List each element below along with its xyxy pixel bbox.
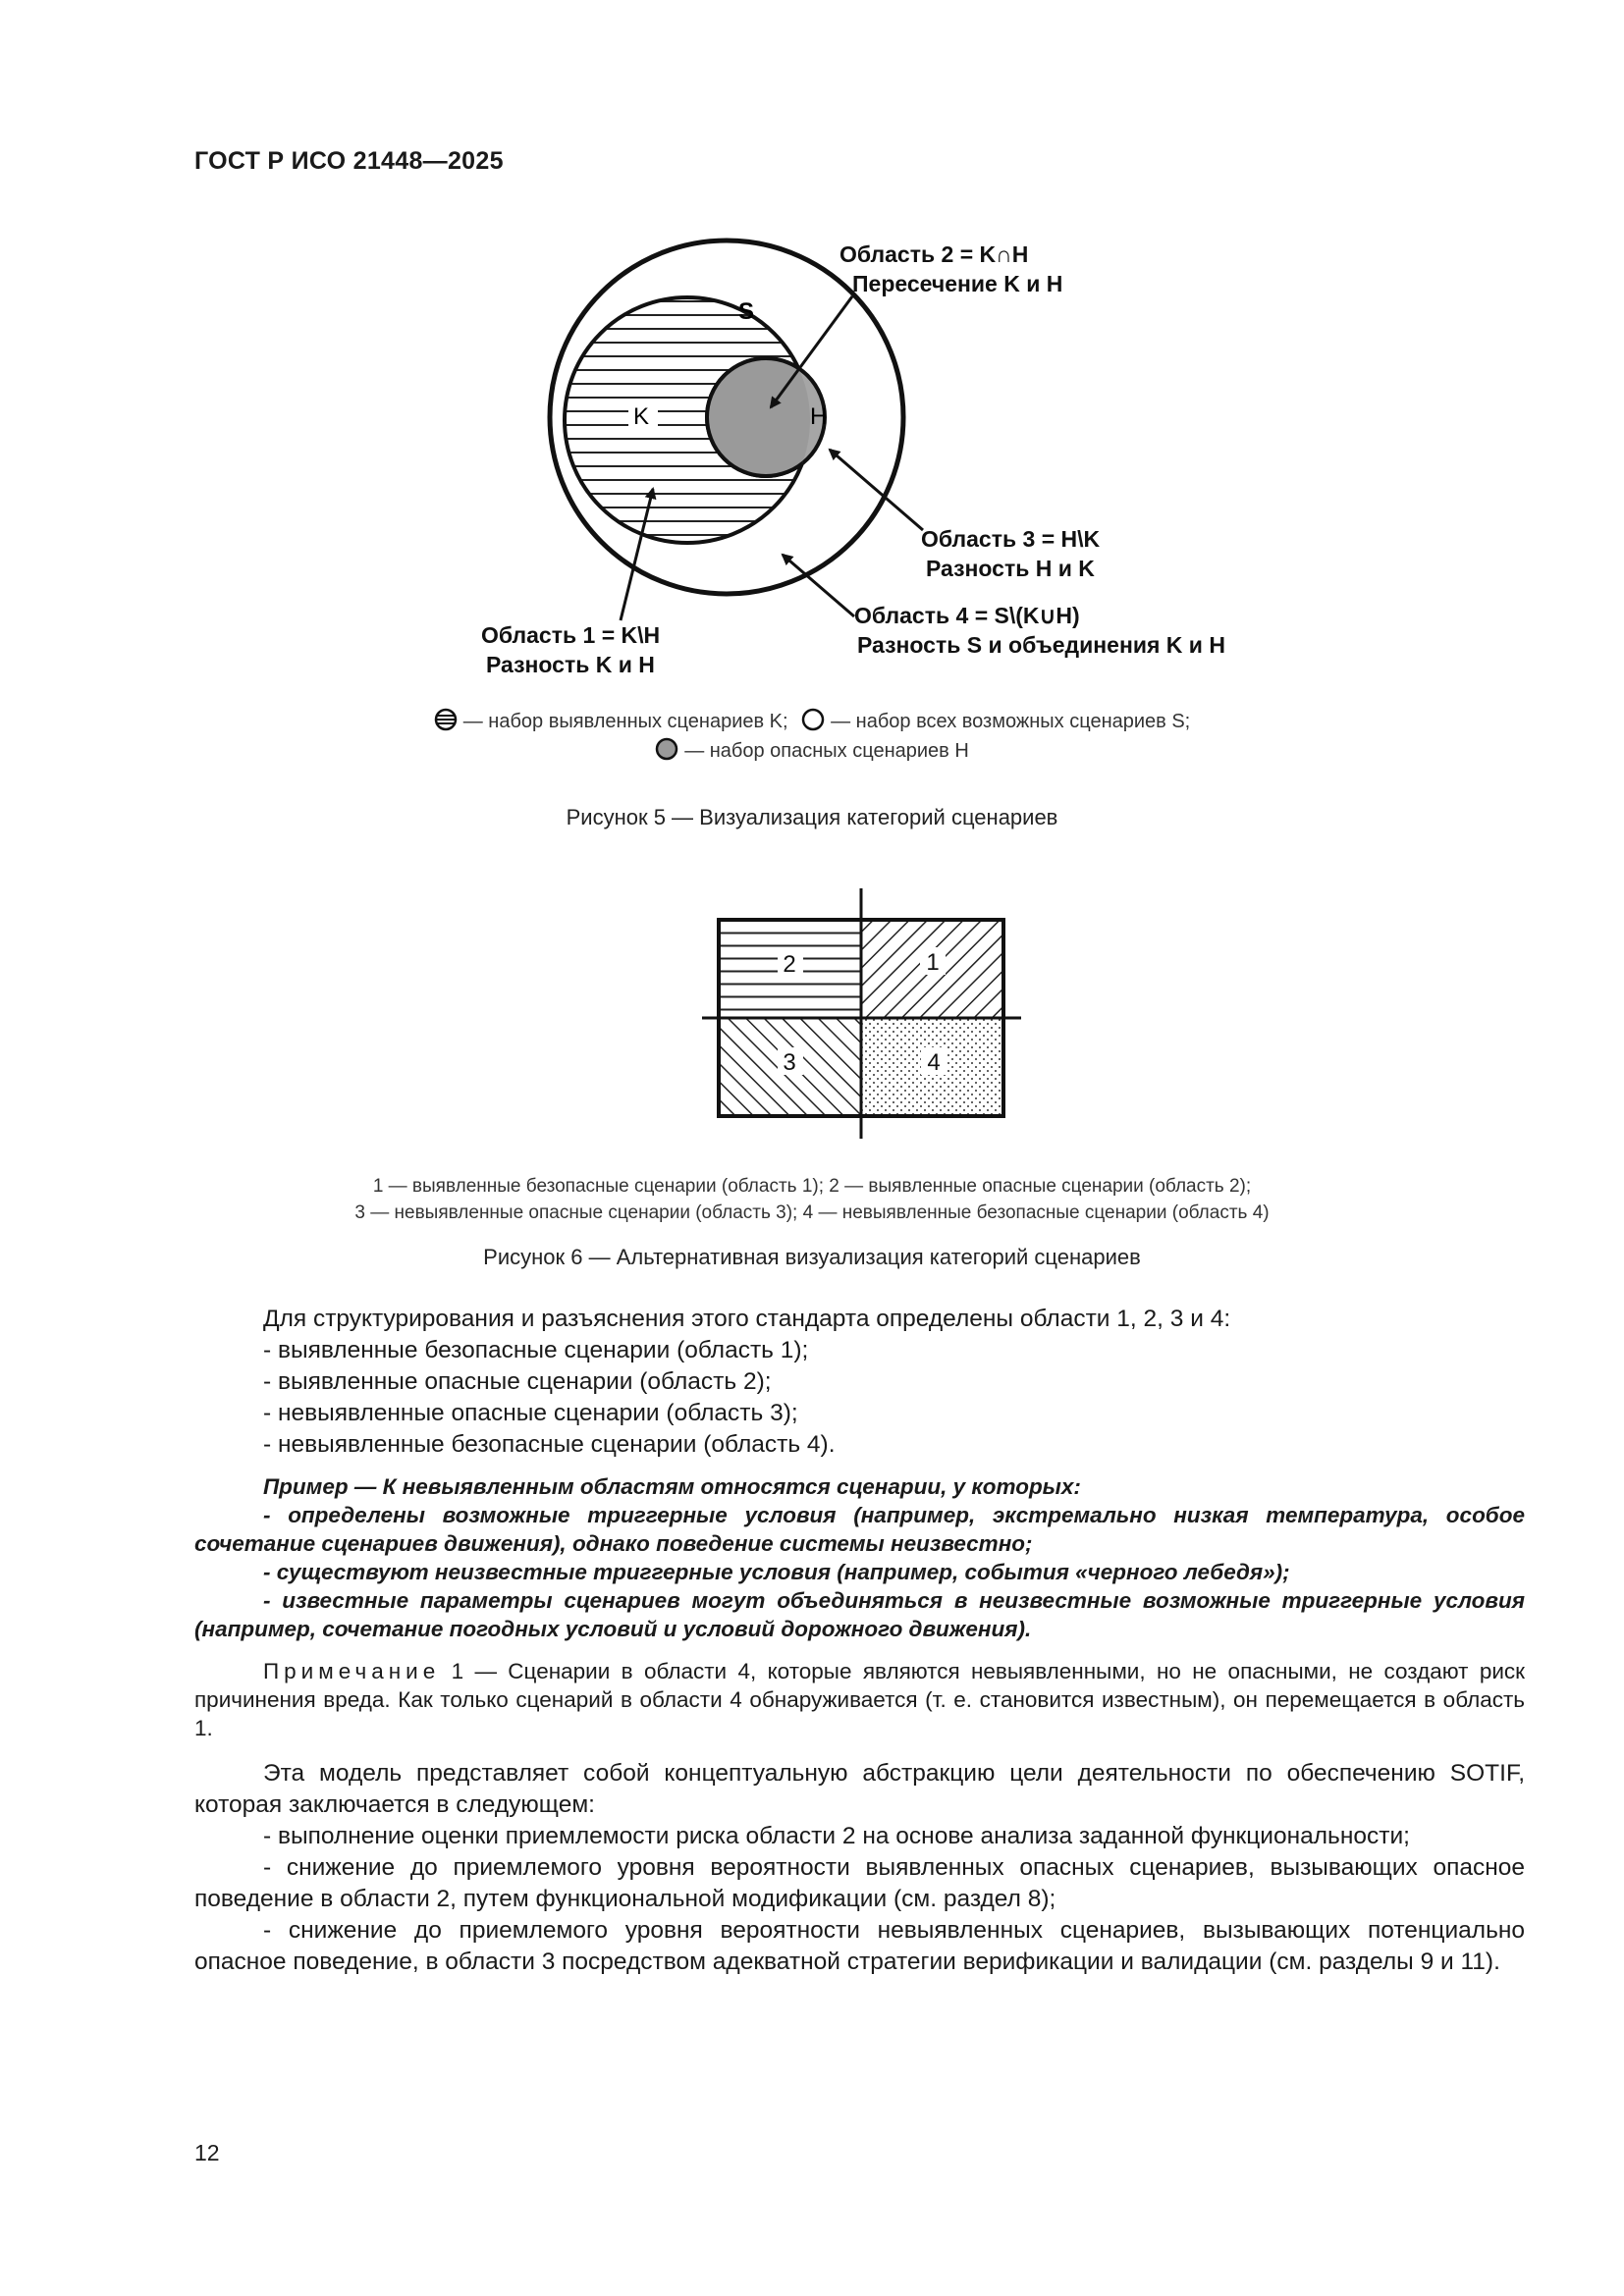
- empty-circle-icon: [801, 708, 825, 731]
- areas-list-item: - выявленные опасные сценарии (область 2);: [263, 1368, 772, 1395]
- body-text: [194, 1304, 1525, 1978]
- figure-5-venn-diagram: [432, 226, 1296, 687]
- quadrant-1-label: 1: [926, 949, 940, 976]
- model-item: - снижение до приемлемого уровня вероятности невыявленных сценариев, вызывающих потенциально опасное поведение, в области 3 посредством адекватной стратегии верификации и валидации (см. разделы 9 и 11).: [194, 1917, 1525, 1975]
- document-header: ГОСТ Р ИСО 21448—2025: [194, 147, 504, 175]
- note-block: [194, 1657, 1525, 1742]
- area4-desc: Разность S и объединения K и H: [857, 632, 1225, 658]
- quadrant-3-label: 3: [783, 1049, 796, 1076]
- quadrant-4-label: 4: [927, 1049, 941, 1076]
- model-item: - выполнение оценки приемлемости риска области 2 на основе анализа заданной функциональности;: [263, 1823, 1410, 1849]
- label-k: K: [633, 403, 650, 430]
- figure-5-legend: [0, 707, 1624, 766]
- areas-list-item: - невыявленные безопасные сценарии (область 4).: [263, 1431, 836, 1458]
- areas-list-item: - выявленные безопасные сценарии (область 1);: [263, 1337, 809, 1363]
- figure-6-caption: Рисунок 6 — Альтернативная визуализация категорий сценариев: [483, 1245, 1141, 1269]
- example-title: Пример — К невыявленным областям относятся сценарии, у которых:: [263, 1474, 1081, 1499]
- figure-6-legend-line-2: 3 — невыявленные опасные сценарии (область 3); 4 — невыявленные безопасные сценарии (область 4): [354, 1202, 1270, 1223]
- figure-6-legend-line-1: 1 — выявленные безопасные сценарии (область 1); 2 — выявленные опасные сценарии (область 2);: [372, 1176, 1252, 1197]
- model-item: - снижение до приемлемого уровня вероятности выявленных опасных сценариев, вызывающих опасное поведение в области 2, путем функциональной модификации (см. раздел 8);: [194, 1854, 1525, 1912]
- areas-list-item: - невыявленные опасные сценарии (область 3);: [263, 1400, 798, 1426]
- area3-desc: Разность H и K: [926, 556, 1095, 581]
- example-item: - существуют неизвестные триггерные условия (например, события «черного лебедя»);: [263, 1560, 1290, 1584]
- area1-desc: Разность K и H: [486, 652, 655, 677]
- quadrant-2-label: 2: [783, 951, 796, 978]
- label-h: H: [810, 403, 828, 430]
- note-label: Примечание: [263, 1659, 441, 1683]
- figure-6-quadrant-diagram: [687, 888, 1031, 1139]
- gray-circle-icon: [655, 737, 678, 761]
- example-block: [194, 1472, 1525, 1643]
- area2-title: Область 2 = K∩H: [839, 241, 1029, 267]
- figure-5-caption: Рисунок 5 — Визуализация категорий сценариев: [566, 805, 1058, 829]
- legend-h-text: — набор опасных сценариев H: [684, 740, 969, 762]
- example-item: - известные параметры сценариев могут объединяться в неизвестные возможные триггерные условия (например, сочетание погодных условий и условий дорожного движения).: [194, 1588, 1525, 1641]
- area2-desc: Пересечение K и H: [852, 271, 1063, 296]
- legend-k-text: — набор выявленных сценариев K;: [462, 711, 788, 732]
- areas-intro: Для структурирования и разъяснения этого стандарта определены области 1, 2, 3 и 4:: [263, 1306, 1231, 1332]
- area1-title: Область 1 = K\H: [481, 622, 661, 648]
- hatched-circle-icon: [434, 708, 458, 731]
- note-text: 1 — Сценарии в области 4, которые являются невыявленными, но не опасными, не создают риск причинения вреда. Как только сценарий в области 4 обнаруживается (т. е. становится известным), он перемещается в область 1.: [194, 1659, 1525, 1740]
- example-item: - определены возможные триггерные условия (например, экстремально низкая температура, особое сочетание сценариев движения), однако поведение системы неизвестно;: [194, 1503, 1525, 1556]
- legend-s-text: — набор всех возможных сценариев S;: [831, 711, 1191, 732]
- area3-title: Область 3 = H\K: [921, 526, 1101, 552]
- model-intro: Эта модель представляет собой концептуальную абстракцию цели деятельности по обеспечению SOTIF, которая заключается в следующем:: [194, 1760, 1525, 1818]
- label-s: S: [738, 298, 755, 325]
- figure-6-legend: [0, 1173, 1624, 1226]
- page-number: 12: [194, 2140, 220, 2165]
- area4-title: Область 4 = S\(K∪H): [854, 603, 1080, 628]
